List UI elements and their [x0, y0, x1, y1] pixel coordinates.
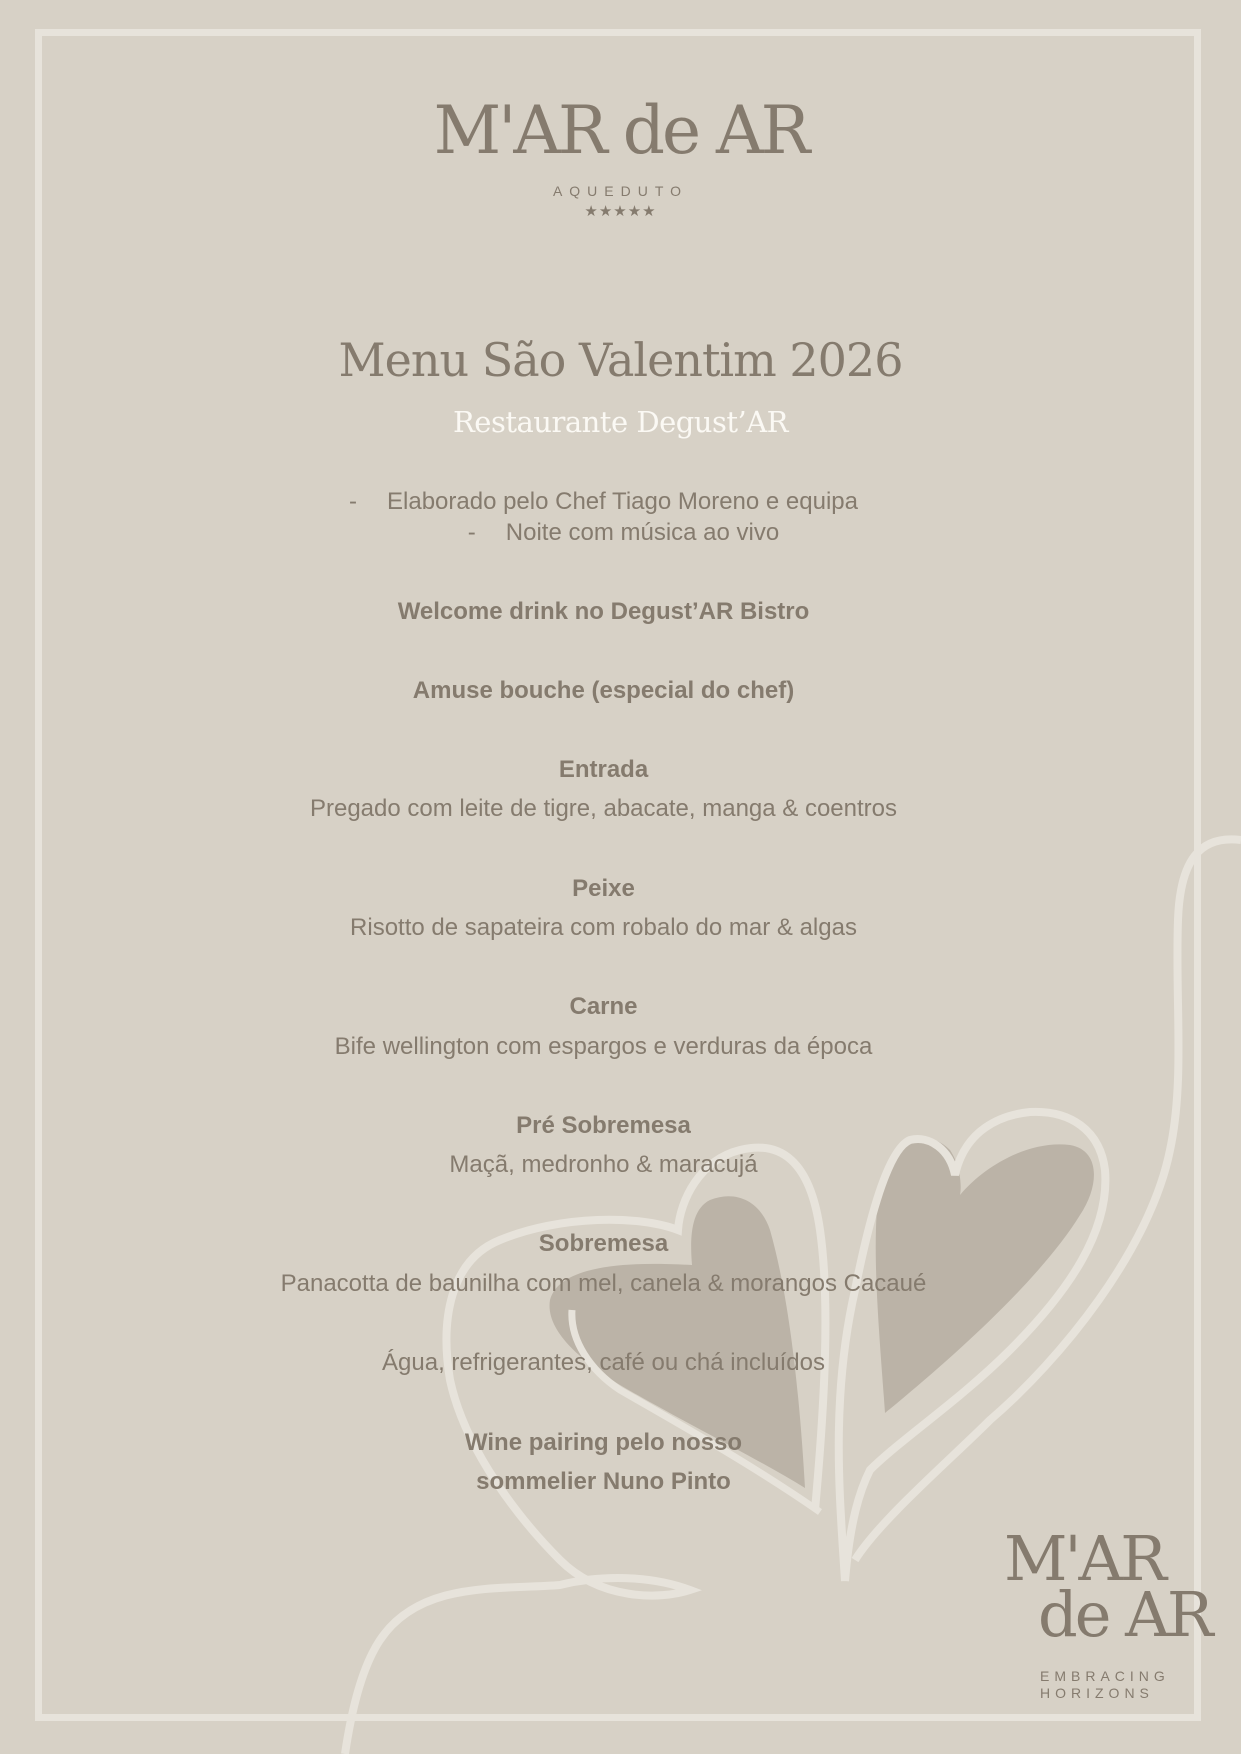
menu-subtitle: Restaurante Degust’AR: [452, 405, 789, 439]
bullet-marker: -: [349, 488, 357, 515]
footer-tagline-line1: EMBRACING: [1040, 1668, 1170, 1684]
course-heading: Pré Sobremesa: [516, 1112, 691, 1139]
course-heading: Carne: [569, 993, 638, 1020]
bullet-marker: -: [467, 519, 476, 546]
course-dish: Panacotta de baunilha com mel, canela & morangos Cacaué: [280, 1270, 927, 1297]
wine-pairing-line1: Wine pairing pelo nosso: [464, 1429, 743, 1456]
bullet-item: [0, 486, 1207, 518]
welcome-drink: Welcome drink no Degust’AR Bistro: [397, 598, 810, 625]
course-heading: Peixe: [572, 875, 635, 902]
wine-pairing-line2: sommelier Nuno Pinto: [476, 1468, 731, 1495]
bullet-text: Elaborado pelo Chef Tiago Moreno e equipa: [387, 488, 858, 515]
star-rating: ★★★★★: [584, 203, 657, 220]
course-dish: Risotto de sapateira com robalo do mar & algas: [350, 914, 857, 941]
brand-logo: M'AR de AR: [433, 92, 808, 169]
footer-logo-line2: de AR: [1038, 1578, 1211, 1651]
drinks-included: Água, refrigerantes, café ou chá incluídos: [382, 1349, 825, 1376]
brand-location: AQUEDUTO: [552, 183, 689, 199]
menu-title: Menu São Valentim 2026: [338, 333, 903, 387]
footer-logo-line1: M'AR: [1004, 1522, 1164, 1595]
course-heading: Entrada: [558, 756, 649, 783]
footer-tagline-line2: HORIZONS: [1040, 1685, 1154, 1701]
course-dish: Pregado com leite de tigre, abacate, manga & coentros: [309, 795, 897, 822]
course-dish: Bife wellington com espargos e verduras da época: [334, 1033, 873, 1060]
amuse-bouche: Amuse bouche (especial do chef): [412, 677, 795, 704]
bullet-item: [20, 517, 1227, 549]
bullet-text: Noite com música ao vivo: [505, 519, 780, 546]
course-dish: Maçã, medronho & maracujá: [449, 1151, 758, 1178]
course-heading: Sobremesa: [538, 1230, 669, 1257]
